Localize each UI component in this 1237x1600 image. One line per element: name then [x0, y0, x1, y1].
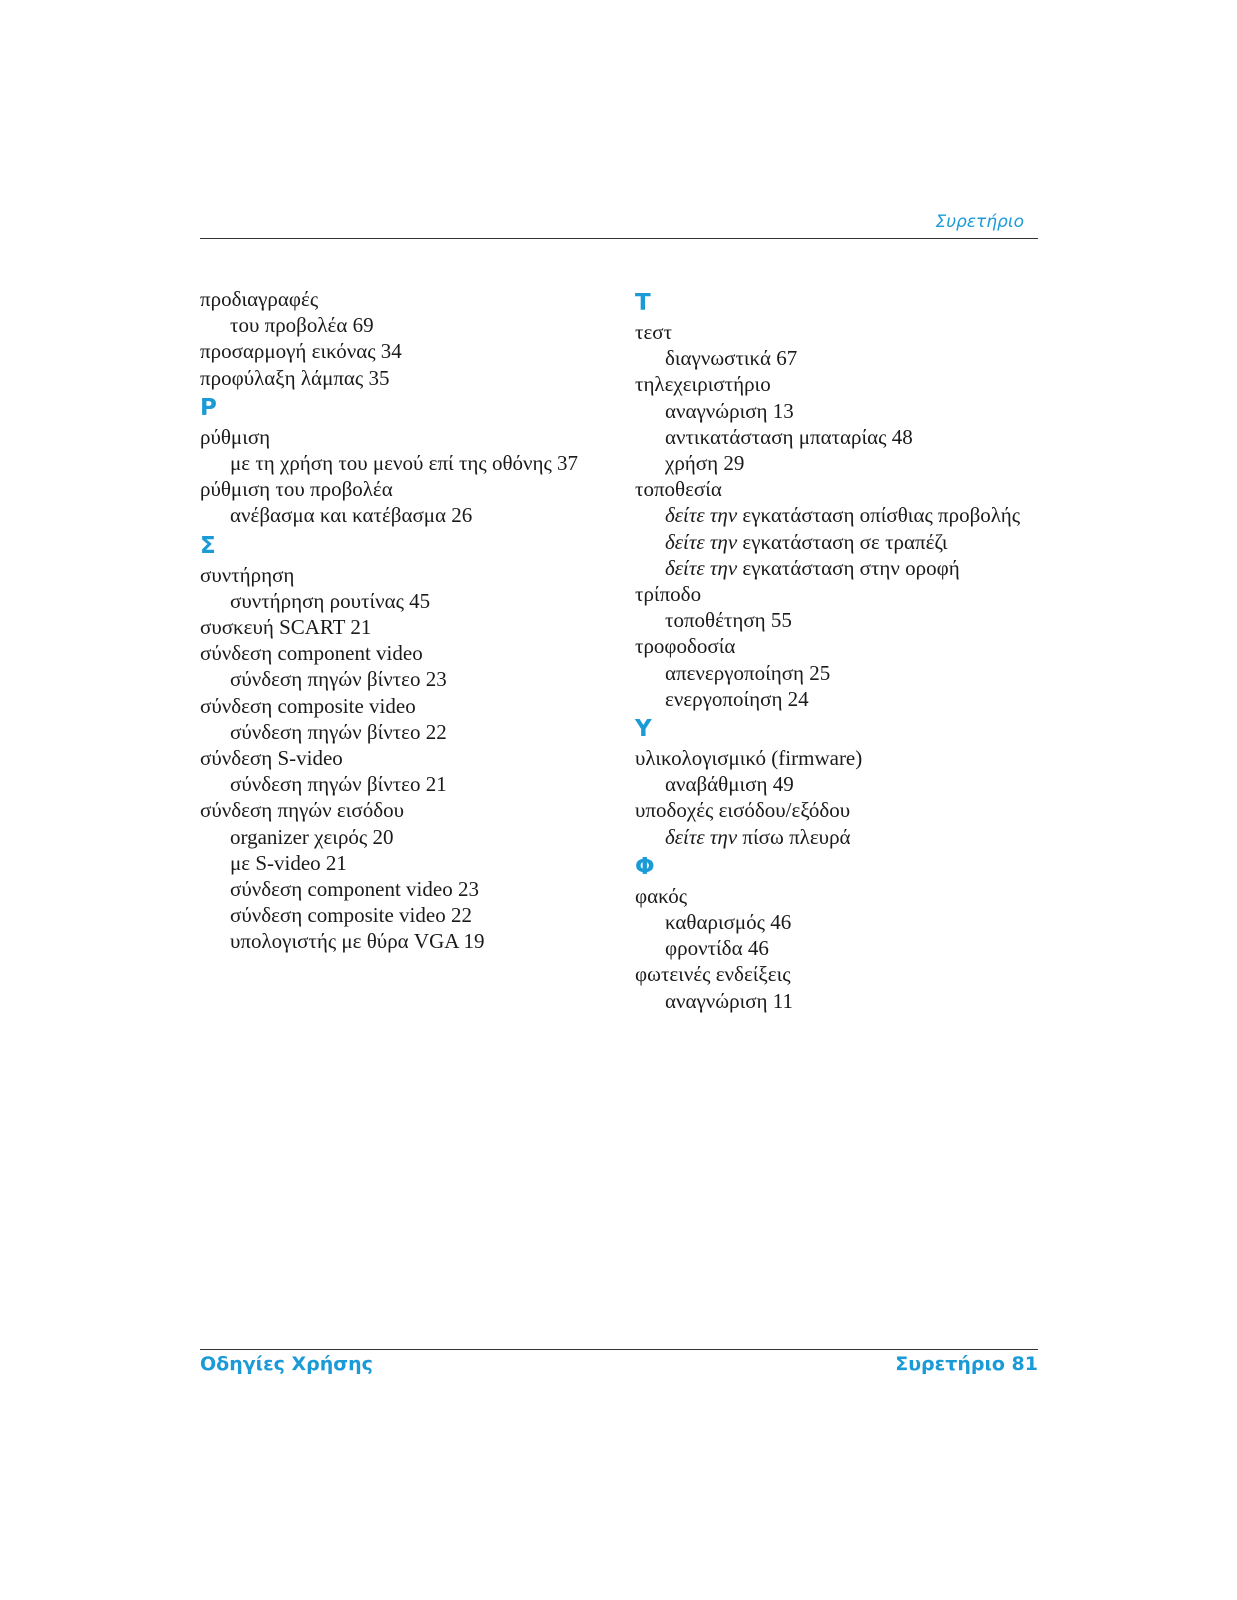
see-reference-label: δείτε την — [665, 824, 738, 849]
index-subentry: με S-video 21 — [230, 850, 347, 875]
index-entry: σύνδεση πηγών εισόδου — [200, 798, 404, 823]
index-entry: τροφοδοσία — [635, 634, 736, 659]
index-entry: σύνδεση composite video — [200, 693, 416, 718]
index-subentry: απενεργοποίηση 25 — [665, 660, 831, 685]
index-subentry: αναγνώριση 13 — [665, 398, 794, 423]
index-entry: συσκευή SCART 21 — [200, 615, 372, 640]
footer-rule — [200, 1349, 1038, 1350]
cross-reference-target: πίσω πλευρά — [742, 824, 851, 849]
index-subentry: φροντίδα 46 — [665, 936, 769, 961]
index-section-letter: Υ — [635, 716, 652, 743]
index-subentry: του προβολέα 69 — [230, 313, 374, 338]
index-entry: προφύλαξη λάμπας 35 — [200, 365, 390, 390]
index-entry: τοποθεσία — [635, 477, 722, 502]
cross-reference-target: εγκατάσταση σε τραπέζι — [742, 529, 948, 554]
index-section-letter: Τ — [635, 290, 651, 316]
index-column-right — [635, 286, 1055, 1014]
see-reference-label: δείτε την — [665, 555, 738, 580]
index-entry: υποδοχές εισόδου/εξόδου — [635, 798, 851, 823]
index-column-left — [200, 286, 600, 955]
index-cross-reference — [635, 502, 1055, 528]
header-rule — [200, 238, 1038, 239]
index-entry: ρύθμιση του προβολέα — [200, 477, 393, 502]
index-entry: ρύθμιση — [200, 424, 271, 449]
index-entry: υλικολογισμικό (firmware) — [635, 746, 863, 771]
index-subentry: σύνδεση component video 23 — [230, 877, 479, 902]
index-entry: τρίποδο — [635, 582, 702, 607]
index-subentry: τοποθέτηση 55 — [665, 608, 792, 633]
index-section-letter: Ρ — [200, 394, 217, 421]
index-cross-reference — [635, 555, 1055, 581]
index-subentry: σύνδεση πηγών βίντεο 22 — [230, 719, 447, 744]
index-subentry: υπολογιστής με θύρα VGA 19 — [230, 929, 485, 954]
index-subentry: σύνδεση πηγών βίντεο 21 — [230, 772, 447, 797]
running-head: Συρετήριο — [935, 212, 1024, 232]
index-section-letter: Σ — [200, 532, 216, 559]
index-subentry: σύνδεση πηγών βίντεο 23 — [230, 667, 447, 692]
index-entry: φωτεινές ενδείξεις — [635, 962, 791, 987]
index-subentry: αναβάθμιση 49 — [665, 772, 794, 797]
index-subentry: διαγνωστικά 67 — [665, 346, 798, 371]
index-subentry: με τη χρήση του μενού επί της οθόνης 37 — [230, 451, 579, 476]
index-subentry: αντικατάσταση μπαταρίας 48 — [665, 424, 913, 449]
index-subentry: σύνδεση composite video 22 — [230, 903, 472, 928]
index-entry: σύνδεση S-video — [200, 746, 343, 771]
index-entry: τηλεχειριστήριο — [635, 372, 771, 397]
index-entry: προδιαγραφές — [200, 287, 319, 311]
index-entry: συντήρηση — [200, 562, 295, 587]
index-entry: προσαρμογή εικόνας 34 — [200, 339, 402, 364]
index-subentry: organizer χειρός 20 — [230, 824, 394, 849]
cross-reference-target: εγκατάσταση στην οροφή — [742, 555, 960, 580]
index-subentry: καθαρισμός 46 — [665, 910, 792, 935]
index-subentry: χρήση 29 — [665, 451, 745, 476]
index-subentry: ανέβασμα και κατέβασμα 26 — [230, 503, 473, 528]
index-entry: τεστ — [635, 320, 673, 344]
index-section-letter: Φ — [635, 853, 655, 880]
footer-page-label: Συρετήριο 81 — [895, 1353, 1038, 1375]
index-subentry: ενεργοποίηση 24 — [665, 686, 809, 711]
footer-manual-title: Οδηγίες Χρήσης — [200, 1353, 373, 1375]
index-subentry: αναγνώριση 11 — [665, 988, 793, 1013]
index-entry: φακός — [635, 883, 688, 908]
see-reference-label: δείτε την — [665, 529, 738, 554]
cross-reference-target: εγκατάσταση οπίσθιας προβολής — [742, 503, 1021, 528]
index-cross-reference — [635, 529, 1055, 555]
see-reference-label: δείτε την — [665, 503, 738, 528]
index-cross-reference — [635, 824, 1055, 850]
index-entry: σύνδεση component video — [200, 641, 423, 666]
index-subentry: συντήρηση ρουτίνας 45 — [230, 588, 431, 613]
